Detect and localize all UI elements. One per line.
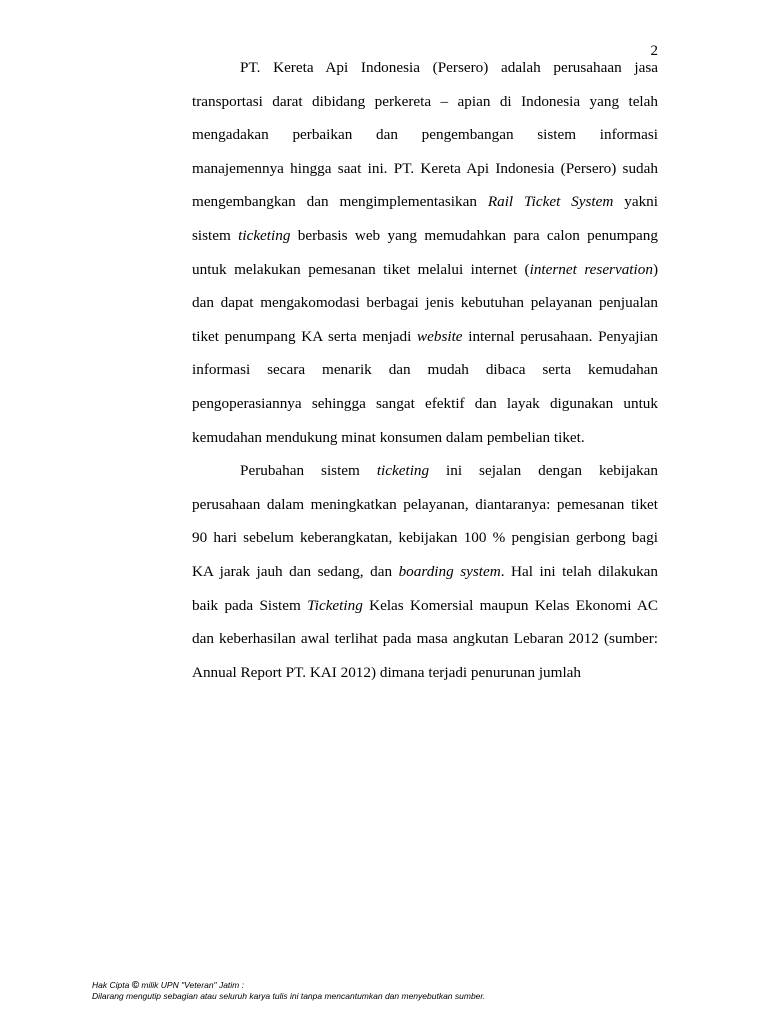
text-line xyxy=(192,192,658,212)
copyright-notice xyxy=(92,980,244,991)
text-run: kemudahan mendukung minat konsumen dalam pembelian tiket. xyxy=(192,428,585,446)
italic-term: website xyxy=(416,327,463,345)
italic-term: internet reservation xyxy=(529,260,653,278)
copyright-suffix: milik UPN "Veteran" Jatim : xyxy=(139,980,244,990)
text-run: PT. Kereta Api Indonesia (Persero) adalah perusahaan jasa xyxy=(240,59,658,76)
text-run: untuk melakukan pemesanan tiket melalui internet ( xyxy=(192,260,530,278)
italic-term: boarding system xyxy=(398,563,501,580)
text-run: perusahaan dalam meningkatkan pelayanan, diantaranya: pemesanan tiket xyxy=(192,495,658,513)
italic-term: ticketing xyxy=(376,462,430,480)
text-line xyxy=(240,461,658,481)
text-run: transportasi darat dibidang perkereta – apian di Indonesia yang telah xyxy=(192,92,658,110)
text-run: baik pada Sistem xyxy=(192,596,308,614)
text-line xyxy=(192,360,658,380)
text-line xyxy=(192,394,658,414)
italic-term: Ticketing xyxy=(307,596,363,614)
text-run: ) xyxy=(652,260,658,278)
text-run: . Hal ini telah dilakukan xyxy=(500,563,658,580)
page-number: 2 xyxy=(650,43,658,59)
text-line xyxy=(192,293,658,313)
citation-warning: Dilarang mengutip sebagian atau seluruh karya tulis ini tanpa mencantumkan dan menyebutkan sumber. xyxy=(92,991,486,1001)
text-run: informasi secara menarik dan mudah dibaca serta kemudahan xyxy=(192,361,658,379)
text-line xyxy=(192,495,658,515)
text-line xyxy=(192,428,658,448)
text-run: tiket penumpang KA serta menjadi xyxy=(192,327,417,345)
text-run: yakni xyxy=(613,193,658,211)
text-run: Kelas Komersial maupun Kelas Ekonomi AC xyxy=(362,596,658,614)
text-line xyxy=(192,226,658,246)
text-run: ini sejalan dengan kebijakan xyxy=(429,462,658,480)
italic-term: Rail Ticket System xyxy=(487,193,614,211)
text-run: mengembangkan dan mengimplementasikan xyxy=(192,193,488,211)
text-run: manajemennya hingga saat ini. PT. Kereta Api Indonesia (Persero) sudah xyxy=(192,159,658,177)
copyright-prefix: Hak Cipta xyxy=(92,980,132,990)
text-run: internal perusahaan. Penyajian xyxy=(462,327,658,345)
text-line xyxy=(192,260,658,280)
text-line xyxy=(192,596,658,616)
text-run: pengoperasiannya sehingga sangat efektif dan layak digunakan untuk xyxy=(192,395,658,412)
text-line xyxy=(240,58,658,78)
copyright-icon: © xyxy=(131,980,140,991)
text-line xyxy=(192,125,658,145)
text-line xyxy=(192,92,658,112)
text-run: mengadakan perbaikan dan pengembangan sistem informasi xyxy=(192,126,658,144)
text-line xyxy=(192,528,658,548)
text-run: sistem xyxy=(192,227,239,244)
text-line xyxy=(192,663,658,683)
text-run: Perubahan sistem xyxy=(240,462,377,480)
text-run: berbasis web yang memudahkan para calon penumpang xyxy=(290,227,658,244)
italic-term: ticketing xyxy=(238,227,291,244)
text-run: 90 hari sebelum keberangkatan, kebijakan 100 % pengisian gerbong bagi xyxy=(192,529,658,547)
text-line xyxy=(192,562,658,582)
text-line xyxy=(192,159,658,179)
text-line xyxy=(192,629,658,649)
text-run: dan keberhasilan awal terlihat pada masa angkutan Lebaran 2012 (sumber: xyxy=(192,630,658,648)
text-line xyxy=(192,327,658,347)
text-run: KA jarak jauh dan sedang, dan xyxy=(192,563,399,580)
text-run: dan dapat mengakomodasi berbagai jenis kebutuhan pelayanan penjualan xyxy=(192,294,658,312)
text-run: Annual Report PT. KAI 2012) dimana terjadi penurunan jumlah xyxy=(192,663,582,681)
